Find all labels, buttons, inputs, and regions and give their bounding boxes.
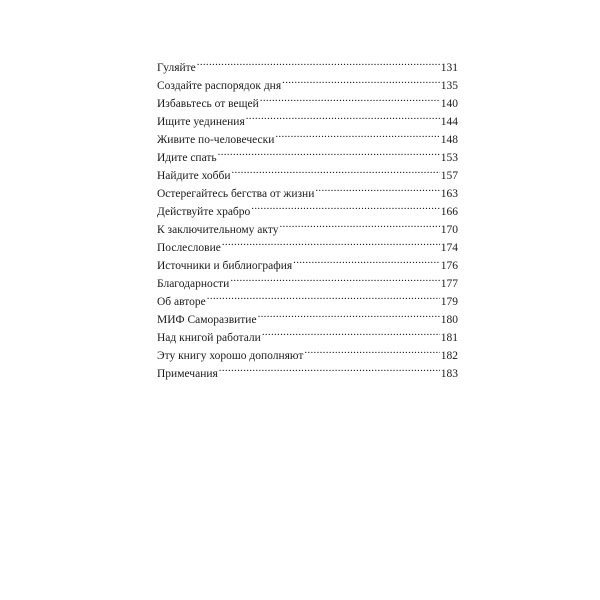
dot-leader	[246, 107, 440, 125]
toc-entry-title: Об авторе	[157, 296, 206, 308]
toc-entry-page: 140	[440, 98, 458, 110]
dot-leader	[222, 233, 440, 251]
toc-entry	[157, 233, 458, 254]
toc-entry-page: 163	[440, 188, 458, 200]
toc-entry-page: 166	[440, 206, 458, 218]
toc-entry-page: 170	[440, 224, 458, 236]
toc-entry-title: Ищите уединения	[157, 116, 245, 128]
toc-entry-title: Избавьтесь от вещей	[157, 98, 259, 110]
toc-entry-page: 181	[440, 332, 458, 344]
dot-leader	[304, 341, 439, 359]
toc-entry-page: 148	[440, 134, 458, 146]
toc-entry-title: Создайте распорядок дня	[157, 80, 282, 92]
dot-leader	[279, 215, 439, 233]
toc-entry-title: МИФ Саморазвитие	[157, 314, 257, 326]
dot-leader	[275, 125, 439, 143]
toc-entry-title: Послесловие	[157, 242, 221, 254]
toc-entry-title: Благодарности	[157, 278, 230, 290]
toc-entry-page: 180	[440, 314, 458, 326]
dot-leader	[282, 71, 440, 89]
toc-entry-page: 176	[440, 260, 458, 272]
dot-leader	[260, 89, 440, 107]
toc-entry-title: Эту книгу хорошо дополняют	[157, 350, 304, 362]
toc-entry-page: 153	[440, 152, 458, 164]
toc-entry-title: Действуйте храбро	[157, 206, 251, 218]
toc-entry-title: Остерегайтесь бегства от жизни	[157, 188, 315, 200]
toc-entry-page: 174	[440, 242, 458, 254]
toc-entry-title: Источники и библиография	[157, 260, 293, 272]
toc-entry-page: 144	[440, 116, 458, 128]
toc-entry-title: Живите по-человечески	[157, 134, 275, 146]
toc-entry-page: 183	[440, 368, 458, 380]
dot-leader	[251, 197, 439, 215]
dot-leader	[207, 287, 440, 305]
dot-leader	[218, 143, 440, 161]
dot-leader	[293, 251, 440, 269]
toc-entry-page: 131	[440, 62, 458, 74]
toc-entry-page: 179	[440, 296, 458, 308]
dot-leader	[232, 161, 440, 179]
toc-entry-title: Гуляйте	[157, 62, 196, 74]
toc-entry-title: Над книгой работали	[157, 332, 261, 344]
dot-leader	[258, 305, 440, 323]
dot-leader	[230, 269, 439, 287]
dot-leader	[315, 179, 439, 197]
toc-entry-title: Идите спать	[157, 152, 217, 164]
toc-backmatter-list	[157, 233, 458, 380]
dot-leader	[262, 323, 440, 341]
dot-leader	[197, 53, 440, 71]
toc-entry	[157, 71, 458, 92]
toc-entry-page: 157	[440, 170, 458, 182]
toc-entry-page: 135	[440, 80, 458, 92]
toc-chapters-list	[157, 53, 458, 236]
toc-entry-page: 182	[440, 350, 458, 362]
toc-entry	[157, 53, 458, 74]
toc-entry-title: К заключительному акту	[157, 224, 279, 236]
toc-entry-page: 177	[440, 278, 458, 290]
toc-entry-title: Найдите хобби	[157, 170, 231, 182]
toc-entry-title: Примечания	[157, 368, 218, 380]
dot-leader	[219, 359, 440, 377]
